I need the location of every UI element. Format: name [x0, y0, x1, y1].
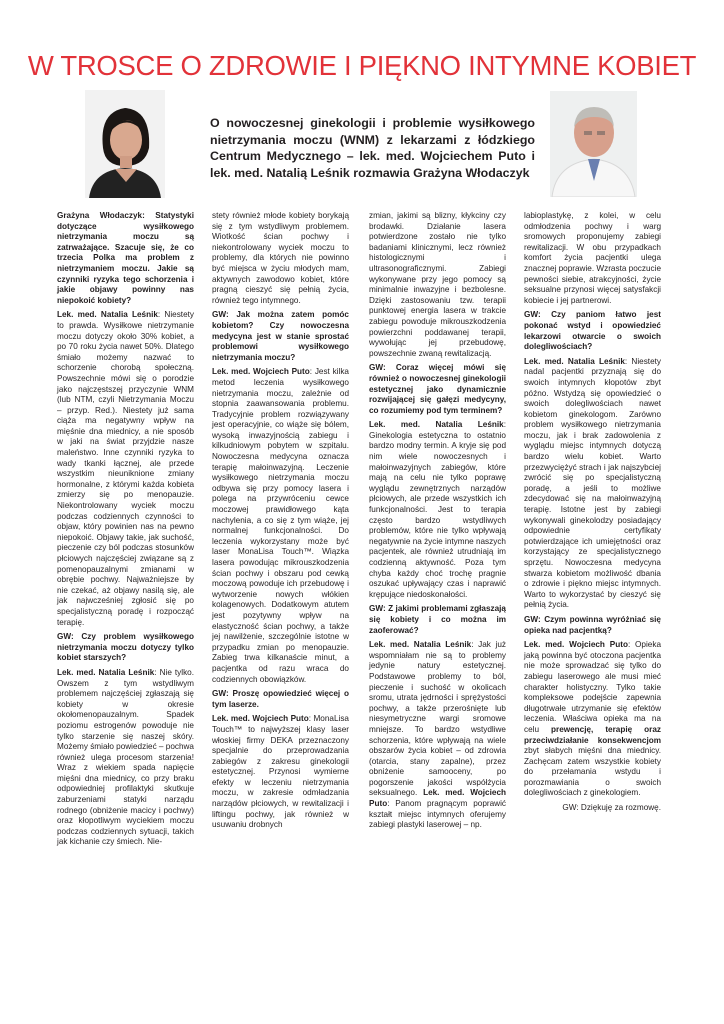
- speaker: Lek. med. Natalia Leśnik: [57, 667, 155, 677]
- question: GW: Czym powinna wyróżniać się opieka nad pacjentką?: [524, 614, 661, 635]
- question: GW: Z jakimi problemami zgłaszają się kobiety i co można im zaoferować?: [369, 604, 506, 635]
- answer-text: zmian, jakimi są blizny, kłykciny czy brodawki. Działanie lasera potwierdzone zostało nie tylko badaniami klinicznymi, lecz również histologicznymi i ultrasonograficznymi. Zabiegi wykonywane przy jego pomocy są minimalnie inwazyjne i bezbolesne. Dzięki zastosowaniu tzw. terapii punktowej energia lasera w trakcie zabiegu powoduje mikrouszkodzenia powierzchni poddawanej terapii, wywołując jej przebudowę, powszechnie zwaną rewitalizacją.: [369, 211, 506, 358]
- question: GW: Czy problem wysiłkowego nietrzymania moczu dotyczy tylko kobiet starszych?: [57, 632, 194, 663]
- answer-text: : Nie tylko. Owszem z tym wstydliwym problemem najczęściej zgłaszają się kobiety w okresie okołomenopauzalnym. Spadek poziomu estrogenów powoduje nie tylko starzenie się naszej skóry. Możemy śmiało powiedzieć – pochwa również ulega procesom starzenia! Wraz z wiekiem spada napięcie mięśni dna miednicy, co przy braku odpowiedniej profilaktyki skutkuje zaburzeniami statyki narządu rodnego (obniżenie macicy i pochwy) oraz kłopotliwym wyciekiem moczu podczas codziennych sytuacji, takich jak kichanie czy śmiech. Nie-: [57, 667, 194, 847]
- answer-text: : MonaLisa Touch™ to najwyższej klasy laser włoskiej firmy DEKA przeznaczony specjalnie do przeprowadzania zabiegów z zakresu ginekologii estetycznej. Przynosi wymierne efekty w leczeniu nietrzymania moczu, w zakresie odmładzania narządów płciowych, w rewitalizacji i liftingu pochwy, jak również w usuwaniu drobnych: [212, 714, 349, 830]
- answer-text: : Panom pragnącym poprawić kształt miejsc intymnych oferujemy zabiegi plastyki laserowej – np.: [369, 799, 506, 830]
- speaker: Lek. med. Wojciech Puto: [212, 714, 309, 724]
- question: GW: Czy paniom łatwo jest pokonać wstyd i opowiedzieć lekarzowi otwarcie o swoich dolegliwościach?: [524, 310, 661, 352]
- headline: W TROSCE O ZDROWIE I PIĘKNO INTYMNE KOBIET: [27, 50, 697, 81]
- speaker: Lek. med. Wojciech Puto: [524, 640, 628, 650]
- portrait-natalia-lesnik: [85, 90, 165, 198]
- answer-text: zbyt słabych mięśni dna miednicy. Zachęcam zatem wszystkie kobiety do przełamania wstydu i porozmawiania o swoich dolegliwościach z ginekologiem.: [524, 746, 661, 798]
- answer: [57, 668, 194, 848]
- answer-text: : Niestety nadal pacjentki przyznają się do swoich intymnych kłopotów zbyt późno. Wstydzą się opowiedzieć o swoich dolegliwościach nawet kobietom ginekologom. Zarówno problem wysiłkowego nietrzymania moczu, jak i brak zadowolenia z wyglądu miejsc intymnych dotyczą bardzo wielu kobiet. Warto przezwyciężyć strach i jak najszybciej zwrócić się po specjalistyczną poradę, a jeśli to możliwe zdecydować się na małoinwazyjną terapię. Istotne jest by zabiegi wykonywali ginekolodzy posiadający odpowiednie certyfikaty potwierdzające ich umiejętności oraz korzystający ze specjalistycznego sprzętu. Nowoczesna medycyna stwarza kobietom możliwość dbania o zdrowie i piękno miejsc intymnych. Warto to wykorzystać by cieszyć się pełnią życia.: [524, 356, 661, 610]
- article-column-4: [524, 211, 661, 818]
- answer-text: stety również młode kobiety borykają się z tym wstydliwym problemem. Wiotkość ścian pochwy i niekontrolowany wyciek moczu to problemy, dla których nie powinno być miejsca w życiu młodych mam, aktywnych zawodowo kobiet, które pragną cieszyć się pełnią życia, również tego intymnego.: [212, 211, 349, 305]
- question: GW: Proszę opowiedzieć więcej o tym laserze.: [212, 689, 349, 709]
- question: Grażyna Włodaczyk: Statystyki dotyczące wysiłkowego nietrzymania moczu są zatrważające. Szacuje się, że co trzecia Polka ma problem z nietrzymaniem moczu. Jakie są czynniki ryzyka tego schorzenia i jakie objawy powinny nas niepokoić kobiety?: [57, 211, 194, 305]
- answer-text: : Niestety to prawda. Wysiłkowe nietrzymanie moczu dotyczy około 30% kobiet, a po 70 roku życia nawet 50%. Dlatego śmiało możemy nazwać to schorzenie chorobą społeczną. Powszechnie mówi się o porodzie jako najczęstszej przyczynie WNM (lub NTM, czyli Nietrzymania Moczu – przyp. Red.). Niestety już sama ciąża ma negatywny wpływ na mięśnie dna miednicy, a nie sposób w jaki na świat przyjdzie nasze maleństwo. Inne czynniki ryzyka to wady tkanki łącznej, ale przede wszystkim nieuniknione zmiany hormonalne, z którymi każda kobieta zmierzy się po menopauzie. Niekontrolowany wyciek moczu podczas codziennych czynności to objaw, który powinien nas na pewno niepokoić. Objawy takie, jak suchość, pieczenie czy ból podczas stosunków płciowych najczęściej związane są z pomenopauzalnymi zmianami w obrębie pochwy. Najważniejsze by nie czekać, aż objawy nasilą się, ale jak najwcześniej zgłosić się po specjalistyczną poradę i rozpocząć terapię.: [57, 310, 194, 627]
- question: GW: Coraz więcej mówi się również o nowoczesnej ginekologii estetycznej jako dynamicznie rozwijającej się gałęzi medycyny, co rozumiemy pod tym terminem?: [369, 363, 506, 415]
- answer: [524, 640, 661, 799]
- speaker: Lek. med. Natalia Leśnik: [369, 420, 504, 430]
- answer: [524, 357, 661, 611]
- answer-text: : Jest kilka metod leczenia wysiłkowego nietrzymania moczu, zależnie od stopnia zaawansowania problemu. Tradycyjnie problem rozwiązywany jest operacyjnie, co wiąże się bólem, wysoką inwazyjnością zabiegu i kilkudniowym pobytem w szpitalu. Nowoczesna medycyna oznacza terapię małoinwazyjną. Leczenie wysiłkowego nietrzymania moczu odbywa się przy pomocy lasera i polega na przywróceniu cewce moczowej prawidłowego kąta nachylenia, a co się z tym wiąże, jej normalnej funkcjonalności. Do leczenia wykorzystany może być laser MonaLisa Touch™. Wiązka lasera powodując mikrouszkodzenia ścian pochwy i obszaru pod cewką moczową powoduje ich przebudowę i wytworzenie nowych włókien kolagenowych. Dodatkowym atutem jest pozytywny wpływ na elastyczność ścian pochwy, a także jej nawilżenie, szczególnie istotne w przypadku zmian po menopauzie. Zabieg trwa kilkanaście minut, a pacjentka od razu wraca do codziennych obowiązków.: [212, 367, 349, 684]
- question: GW: Jak można zatem pomóc kobietom? Czy nowoczesna medycyna jest w stanie sprostać problemowi wysiłkowego nietrzymania moczu?: [212, 310, 349, 362]
- speaker: Lek. med. Natalia Leśnik: [57, 310, 158, 320]
- answer-text: : Jak już wspomniałam nie są to problemy jedynie natury estetycznej. Podstawowe problemy to ból, pieczenie i suchość w okolicach sromu, utrata jędrności i sprężystości pochwy, a także przerośnięte lub niesymetryczne wargi sromowe mniejsze. To bardzo wstydliwe schorzenia, które wpływają na wiele obszarów życia kobiet – od zdrowia (otarcia, stany zapalne), przez obniżenie samooceny, po pogorszenie jakości współżycia seksualnego.: [369, 640, 506, 798]
- answer: [369, 640, 506, 831]
- speaker: Lek. med. Natalia Leśnik: [524, 356, 625, 366]
- answer-text: labioplastykę, z kolei, w celu odmłodzenia pochwy i warg sromowych proponujemy zabiegi rewitalizacji. W obu przypadkach komfort życia pacjentki ulega znacznej poprawie. Wzrasta poczucie pewności siebie, atrakcyjności, życie seksualne przynosi więcej satysfakcji kobiecie i jej partnerowi.: [524, 211, 661, 305]
- answer: [57, 310, 194, 628]
- speaker: Lek. med. Wojciech Puto: [369, 788, 506, 809]
- lead-paragraph: O nowoczesnej ginekologii i problemie wysiłkowego nietrzymania moczu (WNM) z lekarzami z łódzkiego Centrum Medycznego – lek. med. Wojciechem Puto i lek. med. Natalią Leśnik rozmawia Grażyna Włodaczyk: [210, 116, 535, 180]
- article-column-2: [212, 211, 349, 835]
- answer: [212, 367, 349, 685]
- answer-emphasis: prewencję, terapię oraz przeciwdziałanie konsekwencjom: [524, 724, 661, 745]
- answer-text: : Ginekologia estetyczna to ostatnio bardzo modny termin. A kryje się pod nim wiele nowoczesnych i małoinwazyjnych zabiegów, które mają na celu nie tylko poprawę wyglądu zewnętrznych narządów płciowych, ale przede wszystkich ich funkcjonalności. Jest to terapia często bardzo wstydliwych problemów, które nie tylko wpływają negatywnie na życie intymne naszych pacjentek, ale również utrudniają im codzienną aktywność. Poza tym chyba każdy choć trochę pragnie oszukać upływający czas i naprawić krępujące niedoskonałości.: [369, 420, 506, 599]
- answer: [369, 420, 506, 600]
- speaker: Lek. med. Wojciech Puto: [212, 367, 310, 377]
- closing-line: GW: Dziękuję za rozmowę.: [562, 803, 661, 813]
- article-column-3: [369, 211, 506, 835]
- answer: [212, 714, 349, 831]
- portrait-wojciech-puto: [550, 91, 637, 197]
- speaker: Lek. med. Natalia Leśnik: [369, 640, 472, 650]
- answer-text: : Opieka jaką powinna być otoczona pacjentka nie może sprowadzać się tylko do zabiegu laserowego ale musi mieć charakter holistyczny. Tylko takie kompleksowe podejście zapewnia długotrwałe utrzymanie się efektów leczenia. Właściwa opieka ma na celu: [524, 640, 661, 734]
- article-column-1: [57, 211, 194, 852]
